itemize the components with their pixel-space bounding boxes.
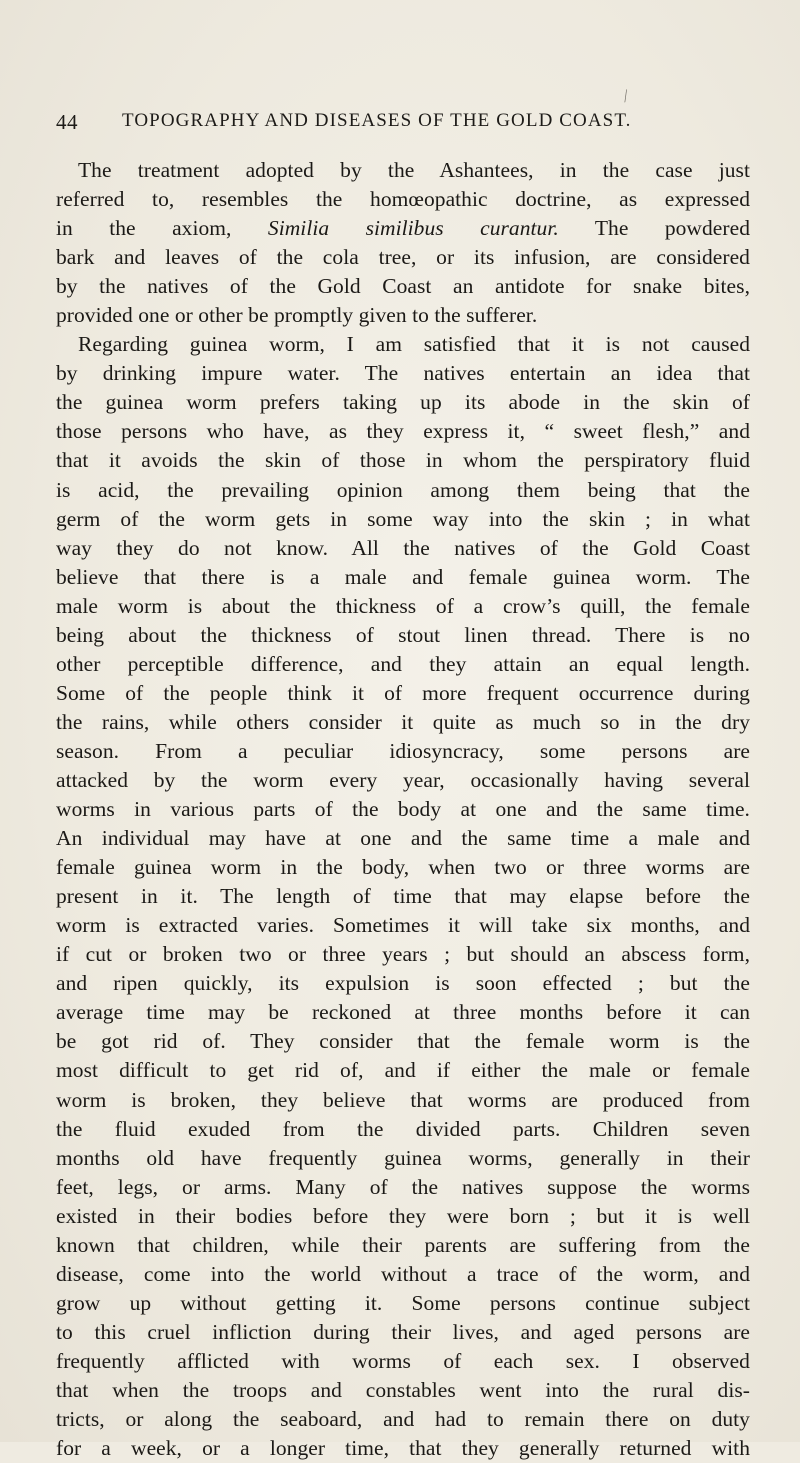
text-line: The treatment adopted by the Ashantees, in the case just bbox=[78, 158, 750, 182]
text-line: by drinking impure water. The natives entertain an idea that bbox=[56, 361, 750, 386]
text-line: feet, legs, or arms. Many of the natives suppose the worms bbox=[56, 1174, 750, 1199]
text-line: to this cruel infliction during their lives, and aged persons are bbox=[56, 1319, 750, 1344]
text-line: worms in various parts of the body at one and the same time. bbox=[56, 797, 750, 822]
text-line: average time may be reckoned at three months before it can bbox=[56, 1000, 750, 1025]
text-line: provided one or other be promptly given to the sufferer. bbox=[56, 303, 538, 328]
text-line: is acid, the prevailing opinion among them being that the bbox=[56, 477, 750, 502]
text-line: grow up without getting it. Some persons continue subject bbox=[56, 1290, 750, 1315]
text-line: known that children, while their parents are suffering from the bbox=[56, 1232, 750, 1257]
text-line: those persons who have, as they express it, “ sweet flesh,” and bbox=[56, 419, 750, 444]
latin-axiom: Similia similibus curantur. bbox=[267, 216, 559, 241]
text-line: be got rid of. They consider that the female worm is the bbox=[56, 1029, 750, 1054]
text-line: other perceptible difference, and they attain an equal length. bbox=[56, 651, 750, 676]
text-line: attacked by the worm every year, occasionally having several bbox=[56, 767, 750, 792]
text-line: existed in their bodies before they were born ; but it is well bbox=[56, 1203, 750, 1228]
text-line: believe that there is a male and female guinea worm. The bbox=[56, 564, 750, 589]
running-title: TOPOGRAPHY AND DISEASES OF THE GOLD COAST. bbox=[122, 110, 632, 131]
text-segment: in the axiom, bbox=[56, 216, 268, 241]
text-line: and ripen quickly, its expulsion is soon effected ; but the bbox=[56, 971, 750, 996]
text-line: way they do not know. All the natives of the Gold Coast bbox=[56, 535, 750, 560]
page-number: 44 bbox=[56, 110, 78, 134]
text-line: present in it. The length of time that may elapse before the bbox=[56, 884, 750, 909]
text-line: that it avoids the skin of those in whom the perspiratory fluid bbox=[56, 448, 750, 473]
text-line: worm is broken, they believe that worms are produced from bbox=[56, 1087, 750, 1112]
running-head bbox=[56, 88, 756, 140]
text-line: Regarding guinea worm, I am satisfied that it is not caused bbox=[78, 332, 750, 357]
text-line: female guinea worm in the body, when two or three worms are bbox=[56, 855, 750, 880]
text-line: An individual may have at one and the same time a male and bbox=[56, 826, 750, 851]
text-line: worm is extracted varies. Sometimes it will take six months, and bbox=[56, 913, 750, 938]
text-line: most difficult to get rid of, and if either the male or female bbox=[56, 1058, 750, 1083]
text-line: germ of the worm gets in some way into the skin ; in what bbox=[56, 506, 750, 531]
text-line: Some of the people think it of more frequent occurrence during bbox=[56, 680, 750, 705]
text-line: referred to, resembles the homœopathic doctrine, as expressed bbox=[56, 187, 750, 212]
text-line: the guinea worm prefers taking up its abode in the skin of bbox=[56, 390, 750, 415]
pencil-mark: ⁄ bbox=[620, 88, 632, 105]
text-line: season. From a peculiar idiosyncracy, some persons are bbox=[56, 738, 750, 763]
text-line: male worm is about the thickness of a crow’s quill, the female bbox=[56, 593, 750, 618]
text-line: tricts, or along the seaboard, and had to remain there on duty bbox=[56, 1407, 750, 1432]
text-line: being about the thickness of stout linen thread. There is no bbox=[56, 622, 750, 647]
text-line: disease, come into the world without a trace of the worm, and bbox=[56, 1261, 750, 1286]
text-line: by the natives of the Gold Coast an antidote for snake bites, bbox=[56, 274, 750, 299]
text-line: the fluid exuded from the divided parts. Children seven bbox=[56, 1116, 750, 1141]
text-line: frequently afflicted with worms of each sex. I observed bbox=[56, 1348, 750, 1373]
text-line bbox=[56, 214, 750, 243]
body-text bbox=[56, 156, 750, 1463]
text-segment: The powdered bbox=[558, 216, 750, 241]
text-line: for a week, or a longer time, that they generally returned with bbox=[56, 1436, 750, 1461]
text-line: bark and leaves of the cola tree, or its infusion, are considered bbox=[56, 245, 750, 270]
text-line: that when the troops and constables went into the rural dis- bbox=[56, 1377, 750, 1402]
text-line: the rains, while others consider it quite as much so in the dry bbox=[56, 709, 750, 734]
text-line: if cut or broken two or three years ; but should an abscess form, bbox=[56, 942, 750, 967]
text-line: months old have frequently guinea worms, generally in their bbox=[56, 1145, 750, 1170]
